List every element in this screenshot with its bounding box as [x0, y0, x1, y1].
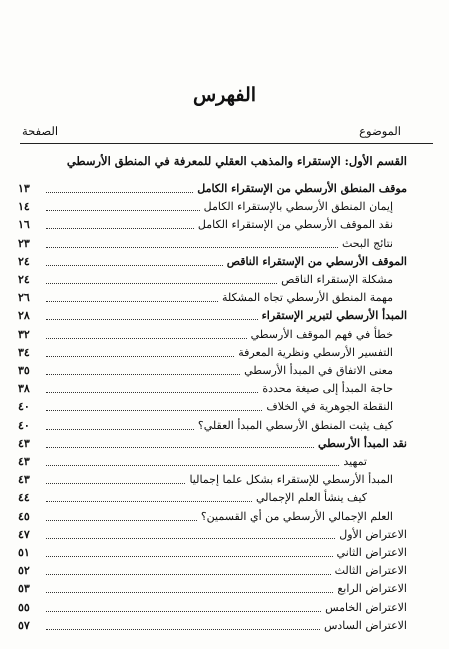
- toc-entry-page: ٣٨: [18, 382, 30, 396]
- dot-leader: [46, 500, 252, 502]
- toc-entry: [18, 287, 407, 305]
- dot-leader: [46, 318, 258, 320]
- toc-entry: [18, 233, 407, 251]
- toc-entry: [18, 324, 407, 342]
- toc-entry-page: ٣٢: [18, 327, 30, 341]
- toc-entry: [18, 178, 407, 196]
- toc-entry-title: النقطة الجوهرية في الخلاف: [266, 400, 393, 414]
- toc-entry-page: ٤٠: [18, 400, 30, 414]
- toc-entry-title: كيف ينشأ العلم الإجمالي: [255, 491, 367, 505]
- toc-entry-title: نتائج البحث: [341, 236, 393, 250]
- toc-entry-title: نقد المبدأ الأرسطي: [317, 436, 407, 450]
- toc-entry: [18, 269, 407, 287]
- toc-entry-page: ٢٨: [18, 309, 30, 323]
- toc-entry-title: الاعتراض الثاني: [336, 546, 407, 559]
- toc-entry: [18, 578, 407, 596]
- toc-entry-title: العلم الإجمالي الأرسطي من أي القسمين؟: [200, 509, 393, 523]
- toc-entry: [18, 342, 407, 360]
- dot-leader: [46, 628, 320, 630]
- dot-leader: [46, 519, 197, 521]
- toc-entry-page: ٥٢: [18, 564, 30, 578]
- toc-entry-title: المبدأ الأرسطي لتبرير الإستقراء: [261, 309, 407, 323]
- dot-leader: [46, 446, 314, 448]
- toc-entry-page: ١٦: [18, 218, 30, 232]
- dot-leader: [46, 227, 194, 229]
- toc-entry-page: ٥٧: [18, 618, 30, 632]
- toc-entry: [18, 378, 407, 396]
- subject-column-header: الموضوع: [359, 124, 401, 138]
- dot-leader: [46, 610, 321, 612]
- toc-entry: [18, 305, 407, 323]
- toc-entry: [18, 560, 407, 578]
- dot-leader: [46, 428, 194, 430]
- toc-entry-title: موقف المنطق الأرسطي من الإستقراء الكامل: [197, 182, 407, 195]
- toc-entry: [18, 615, 407, 633]
- toc-entry-page: ٤٧: [18, 527, 30, 541]
- dot-leader: [46, 537, 335, 539]
- toc-entry: [18, 451, 407, 469]
- dot-leader: [46, 591, 333, 593]
- section-heading: القسم الأول: الإستقراء والمذهب العقلي للمعرفة في المنطق الأرسطي: [66, 154, 407, 168]
- toc-entry: [18, 196, 407, 214]
- page-column-header: الصفحة: [22, 124, 59, 138]
- dot-leader: [46, 337, 247, 339]
- toc-entry-title: إيمان المنطق الأرسطي بالإستقراء الكامل: [203, 200, 393, 214]
- toc-entry-title: الاعتراض السادس: [323, 618, 407, 632]
- dot-leader: [46, 391, 258, 393]
- toc-entry-page: ١٤: [18, 200, 30, 214]
- toc-entry-page: ٣٥: [18, 364, 30, 377]
- dot-leader: [46, 482, 185, 484]
- toc-entry: [18, 469, 407, 487]
- toc-entry-title: الاعتراض الرابع: [337, 582, 407, 596]
- toc-entry-page: ٤٣: [18, 455, 30, 468]
- toc-entry: [18, 433, 407, 451]
- toc-entry-title: معنى الاتفاق في المبدأ الأرسطي: [244, 364, 393, 377]
- toc-entry: [18, 415, 407, 433]
- toc-entry-page: ١٣: [18, 182, 30, 195]
- toc-entry: [18, 542, 407, 560]
- toc-entry: [18, 506, 407, 524]
- toc-entry-page: ٢٣: [18, 236, 30, 250]
- toc-entry: [18, 487, 407, 505]
- header-divider: [20, 143, 433, 144]
- toc-entry-page: ٥٣: [18, 582, 30, 596]
- toc-entry-title: مشكلة الإستقراء الناقص: [281, 273, 393, 286]
- dot-leader: [46, 209, 200, 211]
- dot-leader: [46, 409, 262, 411]
- toc-entry-page: ٣٤: [18, 345, 30, 359]
- toc-entry: [18, 597, 407, 615]
- toc-entry: [18, 360, 407, 378]
- toc-entry-title: التفسير الأرسطي ونظرية المعرفة: [238, 345, 393, 359]
- dot-leader: [46, 464, 339, 466]
- dot-leader: [46, 300, 218, 302]
- toc-entry-page: ٤٣: [18, 473, 30, 487]
- toc-entry: [18, 524, 407, 542]
- toc-entry: [18, 396, 407, 414]
- toc-entry-page: ٢٤: [18, 273, 30, 286]
- toc-entry-page: ٤٥: [18, 509, 30, 523]
- toc-entry-title: كيف يثبت المنطق الأرسطي المبدأ العقلي؟: [197, 418, 393, 432]
- page-title: الفهرس: [192, 84, 257, 106]
- toc-entry-page: ٢٦: [18, 291, 30, 305]
- toc-entry-title: تمهيد: [343, 455, 367, 468]
- toc-entry-page: ٤٤: [18, 491, 30, 505]
- toc-entry-title: الاعتراض الأول: [339, 527, 407, 541]
- toc-entry-title: الاعتراض الخامس: [325, 600, 407, 614]
- dot-leader: [46, 373, 240, 375]
- dot-leader: [46, 246, 338, 248]
- toc-entry: [18, 214, 407, 232]
- dot-leader: [46, 264, 223, 266]
- dot-leader: [46, 282, 277, 284]
- toc-entry: [18, 251, 407, 269]
- toc-entry-title: الاعتراض الثالث: [334, 564, 407, 578]
- toc-entry-page: ٤٠: [18, 418, 30, 432]
- toc-entry-title: المبدأ الأرسطي للإستقراء بشكل علما إجماليا: [189, 473, 393, 487]
- toc-entry-title: حاجة المبدأ إلى صيغة محددة: [262, 382, 393, 396]
- toc-entry-page: ٢٤: [18, 254, 30, 268]
- dot-leader: [46, 191, 193, 193]
- toc-entry-title: خطأ في فهم الموقف الأرسطي: [250, 327, 393, 341]
- toc-entry-page: ٥٥: [18, 600, 30, 614]
- toc-entry-title: مهمة المنطق الأرسطي تجاه المشكلة: [221, 291, 393, 305]
- toc-entry-page: ٥١: [18, 546, 30, 559]
- dot-leader: [46, 355, 234, 357]
- toc-entry-page: ٤٣: [18, 436, 30, 450]
- toc-entry-title: الموقف الأرسطي من الإستقراء الناقص: [226, 254, 407, 268]
- dot-leader: [46, 573, 331, 575]
- dot-leader: [46, 555, 333, 557]
- toc-entry-title: نقد الموقف الأرسطي من الإستقراء الكامل: [197, 218, 393, 232]
